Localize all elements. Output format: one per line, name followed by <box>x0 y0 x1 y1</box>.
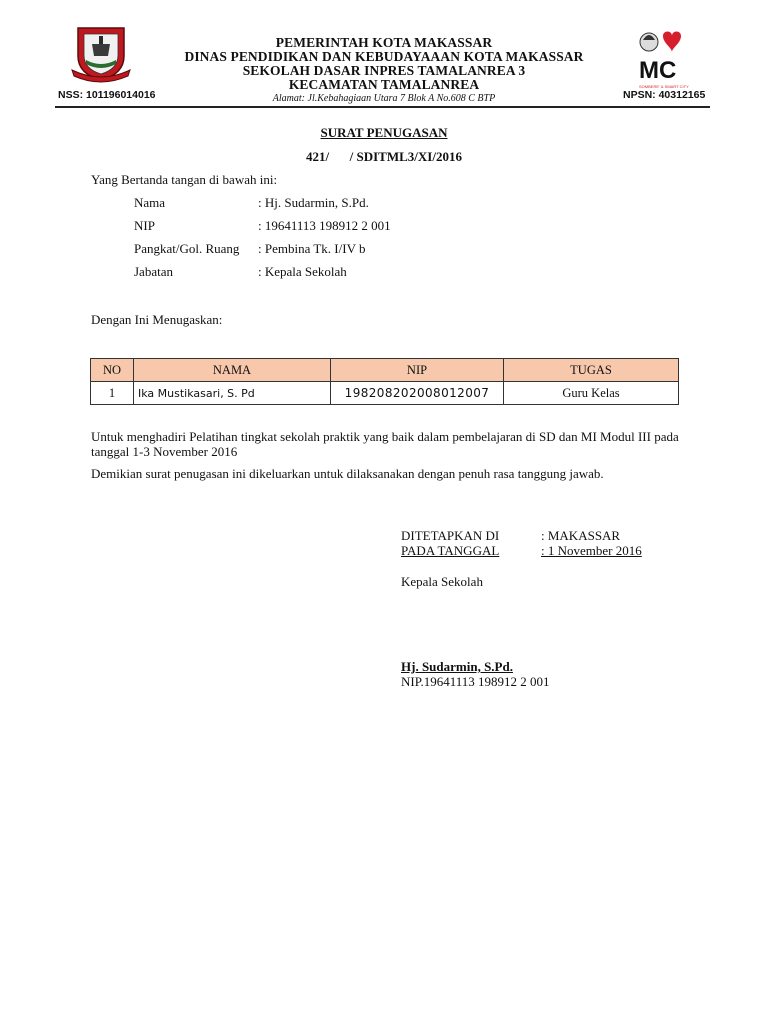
assignment-table <box>90 358 679 405</box>
table-row <box>91 382 679 405</box>
col-header-no: NO <box>91 359 134 382</box>
signer-value-position: : Kepala Sekolah <box>258 264 347 279</box>
place-label: DITETAPKAN DI <box>401 528 500 543</box>
table-header-row <box>91 359 679 382</box>
header-address: Alamat: Jl.Kebahagiaan Utara 7 Blok A No.608 C BTP <box>272 93 496 104</box>
cell-task: Guru Kelas <box>504 382 679 405</box>
header-district: KECAMATAN TAMALANREA <box>288 77 480 92</box>
signer-value-rank: : Pembina Tk. I/IV b <box>258 241 366 256</box>
col-header-nip: NIP <box>331 359 504 382</box>
header-government: PEMERINTAH KOTA MAKASSAR <box>275 35 493 50</box>
letter-number <box>0 149 768 165</box>
col-header-name: NAMA <box>134 359 331 382</box>
svg-text:SOMBERE' & SMART CITY: SOMBERE' & SMART CITY <box>639 84 689 89</box>
letter-number-left: 421/ <box>306 149 330 164</box>
intro-text: Yang Bertanda tangan di bawah ini: <box>91 172 278 187</box>
letter-number-right: / SDITML3/XI/2016 <box>349 149 462 164</box>
signer-label-position: Jabatan <box>134 264 173 279</box>
svg-text:MC: MC <box>639 57 677 84</box>
nss-number: NSS: 101196014016 <box>58 89 156 101</box>
date-value: : 1 November 2016 <box>541 543 642 558</box>
date-label: PADA TANGGAL <box>401 543 500 558</box>
cell-nip: 198208202008012007 <box>331 382 504 405</box>
purpose-paragraph: Untuk menghadiri Pelatihan tingkat sekolah praktik yang baik dalam pembelajaran di SD dan MI Modul III pada tanggal 1-3 November 2016 <box>91 429 679 459</box>
closing-paragraph: Demikian surat penugasan ini dikeluarkan untuk dilaksanakan dengan penuh rasa tanggung jawab. <box>91 466 604 481</box>
signer-value-name: : Hj. Sudarmin, S.Pd. <box>258 195 369 210</box>
header-divider <box>55 106 710 108</box>
letter-title: SURAT PENUGASAN <box>320 125 448 140</box>
signer-label-rank: Pangkat/Gol. Ruang <box>134 241 240 256</box>
signer-nip: NIP.19641113 198912 2 001 <box>401 674 550 689</box>
signer-position: Kepala Sekolah <box>401 574 483 589</box>
place-value: : MAKASSAR <box>541 528 621 543</box>
signer-value-nip: : 19641113 198912 2 001 <box>258 218 391 233</box>
signer-name: Hj. Sudarmin, S.Pd. <box>401 659 513 674</box>
cell-name: Ika Mustikasari, S. Pd <box>134 382 331 405</box>
npsn-number: NPSN: 40312165 <box>623 89 706 101</box>
col-header-task: TUGAS <box>504 359 679 382</box>
header-school: SEKOLAH DASAR INPRES TAMALANREA 3 <box>242 63 526 78</box>
header-department: DINAS PENDIDIKAN DAN KEBUDAYAAAN KOTA MAKASSAR <box>184 49 584 64</box>
signer-label-name: Nama <box>134 195 166 210</box>
assign-intro: Dengan Ini Menugaskan: <box>91 312 223 327</box>
signer-label-nip: NIP <box>134 218 155 233</box>
cell-no: 1 <box>91 382 134 405</box>
